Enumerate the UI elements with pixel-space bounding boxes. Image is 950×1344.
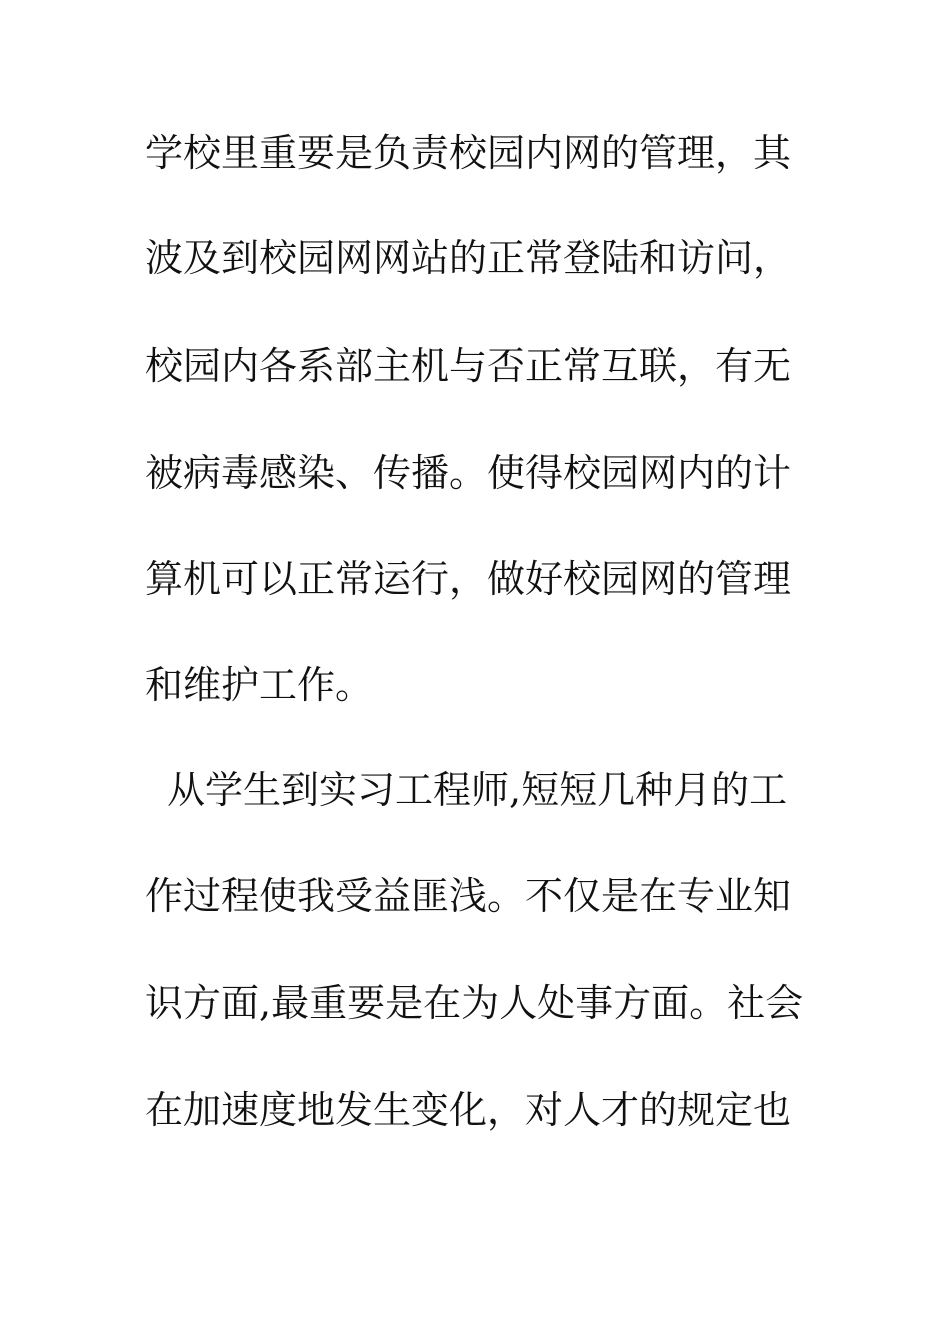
- text-line: 波及到校园网网站的正常登陆和访问，: [145, 236, 792, 280]
- text-line: 作过程使我受益匪浅。不仅是在专业知: [145, 874, 792, 918]
- paragraph-start-line: 从学生到实习工程师,短短几种月的工: [167, 768, 788, 812]
- text-line: 校园内各系部主机与否正常互联，有无: [145, 344, 792, 388]
- text-line: 被病毒感染、传播。使得校园网内的计: [145, 451, 792, 495]
- text-line: 和维护工作。: [145, 663, 374, 707]
- text-line: 算机可以正常运行，做好校园网的管理: [145, 557, 792, 601]
- text-line: 在加速度地发生变化，对人才的规定也: [145, 1088, 792, 1132]
- text-line: 学校里重要是负责校园内网的管理，其: [145, 131, 792, 175]
- text-line: 识方面,最重要是在为人处事方面。社会: [145, 981, 804, 1025]
